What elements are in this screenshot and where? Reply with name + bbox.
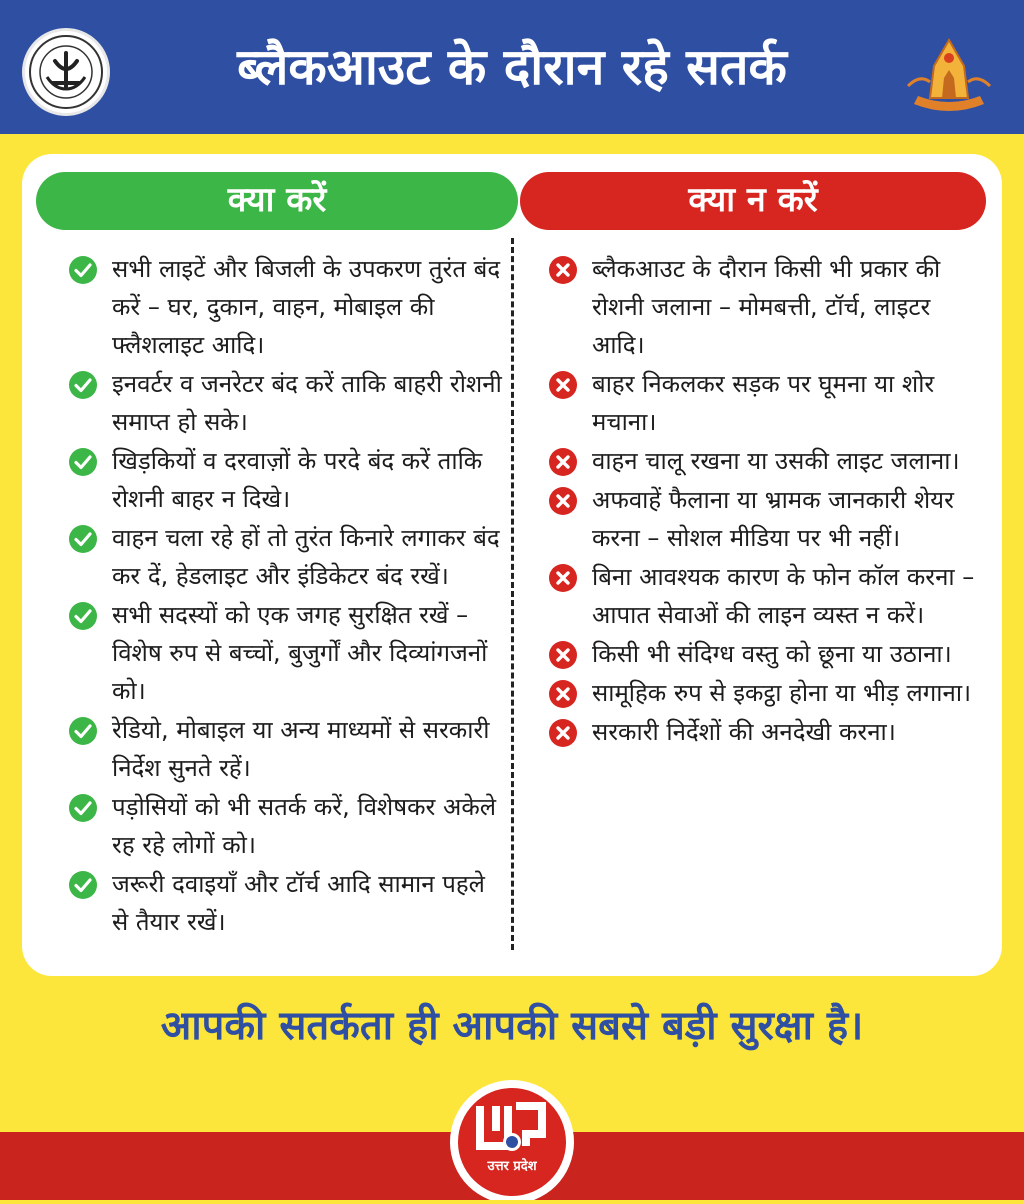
do-item-text: सभी सदस्यों को एक जगह सुरक्षित रखें – विशेष रुप से बच्चों, बुजुर्गों और दिव्यांगजनों को। [112, 601, 488, 705]
dont-item [542, 558, 982, 634]
page-title: ब्लैकआउट के दौरान रहे सतर्क [237, 38, 787, 96]
do-item-text: रेडियो, मोबाइल या अन्य माध्यमों से सरकारी निर्देश सुनते रहें। [112, 716, 490, 782]
do-item [62, 711, 502, 787]
x-circle-icon [548, 679, 578, 709]
tagline: आपकी सतर्कता ही आपकी सबसे बड़ी सुरक्षा है। [160, 1003, 864, 1049]
do-item [62, 365, 502, 441]
dont-list [542, 250, 982, 752]
do-item-text: पड़ोसियों को भी सतर्क करें, विशेषकर अकेले रह रहे लोगों को। [112, 793, 497, 859]
x-circle-icon [548, 563, 578, 593]
do-item-text: सभी लाइटें और बिजली के उपकरण तुरंत बंद करें – घर, दुकान, वाहन, मोबाइल की फ्लैशलाइट आदि। [112, 255, 501, 359]
dont-item-text: सरकारी निर्देशों की अनदेखी करना। [592, 718, 896, 746]
check-circle-icon [68, 793, 98, 823]
dont-item [542, 365, 982, 441]
x-circle-icon [548, 370, 578, 400]
x-circle-icon [548, 718, 578, 748]
do-item [62, 788, 502, 864]
dont-item-text: बाहर निकलकर सड़क पर घूमना या शोर मचाना। [592, 370, 935, 436]
guidelines-card [22, 154, 1002, 976]
do-item [62, 865, 502, 941]
uttar-pradesh-logo-icon [446, 1076, 578, 1200]
dont-item-text: किसी भी संदिग्ध वस्तु को छूना या उठाना। [592, 640, 952, 668]
temple-emblem-icon [900, 26, 998, 118]
check-circle-icon [68, 716, 98, 746]
dont-item [542, 442, 982, 480]
do-item [62, 596, 502, 710]
dont-item-text: सामूहिक रुप से इकट्ठा होना या भीड़ लगाना। [592, 679, 972, 707]
dont-item-text: ब्लैकआउट के दौरान किसी भी प्रकार की रोशनी जलाना – मोमबत्ती, टॉर्च, लाइटर आदि। [592, 255, 941, 359]
check-circle-icon [68, 601, 98, 631]
dont-item-text: वाहन चालू रखना या उसकी लाइट जलाना। [592, 447, 960, 475]
do-item [62, 442, 502, 518]
do-item-text: जरूरी दवाइयाँ और टॉर्च आदि सामान पहले से तैयार रखें। [112, 870, 485, 936]
dont-item [542, 481, 982, 557]
dont-item [542, 674, 982, 712]
up-government-emblem-icon [22, 28, 110, 116]
check-circle-icon [68, 870, 98, 900]
x-circle-icon [548, 255, 578, 285]
dont-heading: क्या न करें [520, 172, 986, 230]
header-banner [0, 0, 1024, 134]
dont-item [542, 713, 982, 751]
x-circle-icon [548, 640, 578, 670]
footer-logo-text: उत्तर प्रदेश [487, 1159, 537, 1174]
do-item [62, 519, 502, 595]
column-divider [511, 238, 514, 950]
dont-item-text: बिना आवश्यक कारण के फोन कॉल करना – आपात सेवाओं की लाइन व्यस्त न करें। [592, 563, 975, 629]
check-circle-icon [68, 370, 98, 400]
check-circle-icon [68, 447, 98, 477]
x-circle-icon [548, 447, 578, 477]
x-circle-icon [548, 486, 578, 516]
do-heading: क्या करें [36, 172, 518, 230]
dont-item-text: अफवाहें फैलाना या भ्रामक जानकारी शेयर करना – सोशल मीडिया पर भी नहीं। [592, 486, 954, 552]
dont-item [542, 250, 982, 364]
do-item [62, 250, 502, 364]
check-circle-icon [68, 524, 98, 554]
do-item-text: खिड़कियों व दरवाज़ों के परदे बंद करें ताकि रोशनी बाहर न दिखे। [112, 447, 483, 513]
do-list [62, 250, 502, 942]
dont-item [542, 635, 982, 673]
do-item-text: इनवर्टर व जनरेटर बंद करें ताकि बाहरी रोशनी समाप्त हो सके। [112, 370, 502, 436]
check-circle-icon [68, 255, 98, 285]
do-item-text: वाहन चला रहे हों तो तुरंत किनारे लगाकर बंद कर दें, हेडलाइट और इंडिकेटर बंद रखें। [112, 524, 500, 590]
